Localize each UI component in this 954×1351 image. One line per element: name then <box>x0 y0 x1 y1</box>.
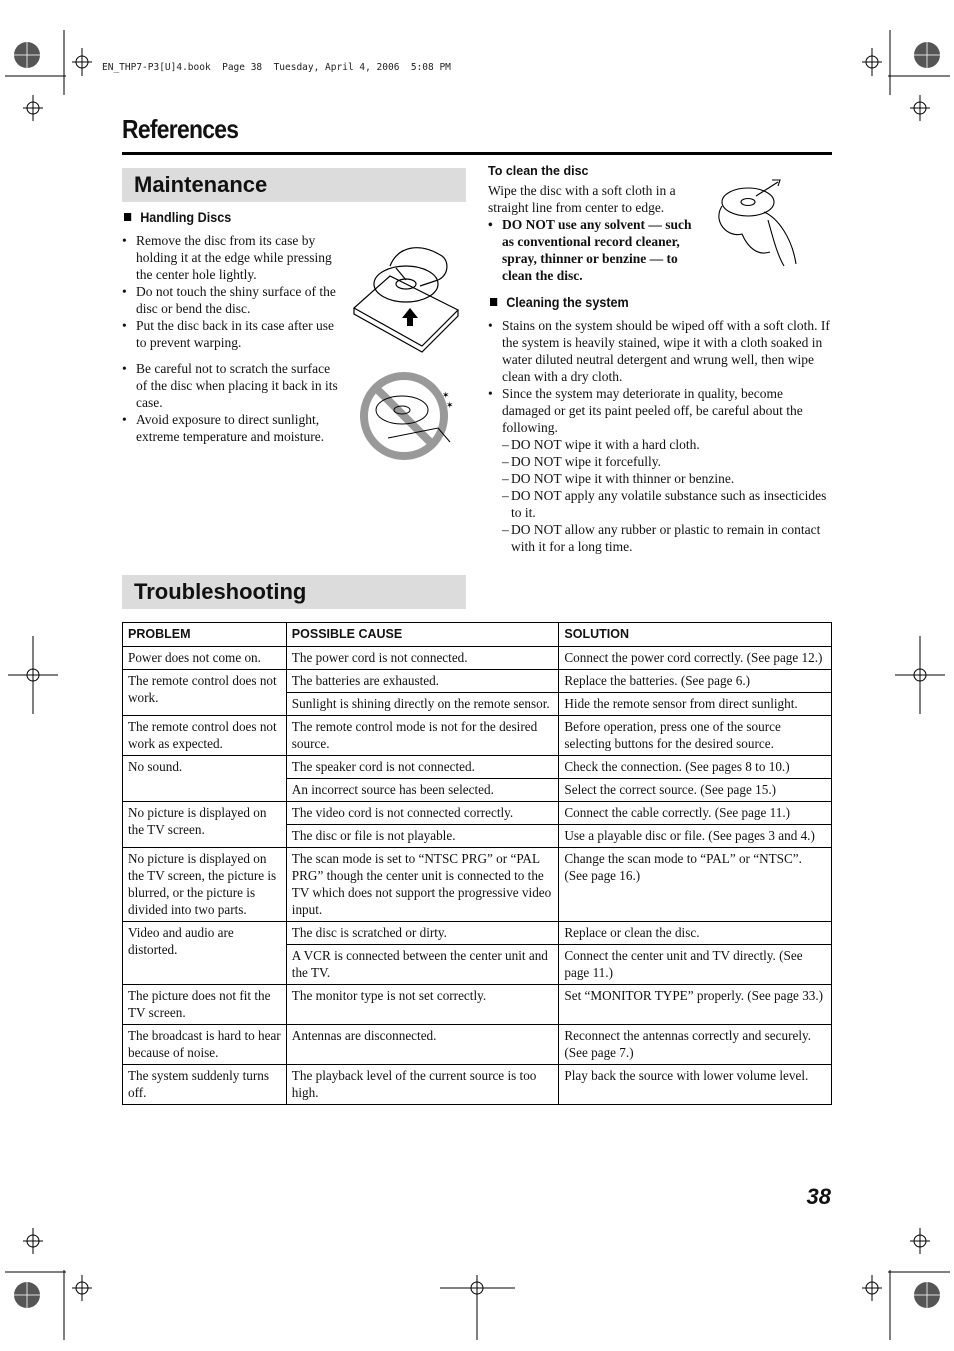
clean-disc-heading: To clean the disc <box>488 164 589 178</box>
disc-wiping-illustration <box>708 172 802 270</box>
problem-cell: Power does not come on. <box>123 647 287 670</box>
dash-item: – DO NOT wipe it with thinner or benzine. <box>502 470 832 487</box>
dash-item: – DO NOT wipe it with a hard cloth. <box>502 436 832 453</box>
handling-discs-subheading <box>124 209 231 225</box>
solution-cell: Use a playable disc or file. (See pages 3 and 4.) <box>559 825 832 848</box>
disc-handling-illustration <box>350 236 462 358</box>
square-bullet-icon <box>490 298 497 306</box>
solution-cell: Reconnect the antennas correctly and securely. (See page 7.) <box>559 1025 832 1065</box>
cause-cell: The playback level of the current source is too high. <box>286 1065 559 1105</box>
problem-cell: No picture is displayed on the TV screen. <box>123 802 287 848</box>
list-item <box>488 385 832 555</box>
clean-disc-warning <box>488 216 700 284</box>
problem-cell: The remote control does not work as expected. <box>123 716 287 756</box>
solution-cell: Hide the remote sensor from direct sunlight. <box>559 693 832 716</box>
cause-cell: The power cord is not connected. <box>286 647 559 670</box>
cause-cell: The scan mode is set to “NTSC PRG” or “PAL PRG” though the center unit is connected to the TV which does not support the progressive video input. <box>286 848 559 922</box>
column-header-problem: PROBLEM <box>123 623 287 647</box>
cleaning-system-label: Cleaning the system <box>506 294 629 310</box>
dash-item: – DO NOT wipe it forcefully. <box>502 453 832 470</box>
table-row <box>123 1025 832 1065</box>
cause-cell: Antennas are disconnected. <box>286 1025 559 1065</box>
cause-cell: The disc is scratched or dirty. <box>286 922 559 945</box>
cause-cell: A VCR is connected between the center unit and the TV. <box>286 945 559 985</box>
solution-cell: Play back the source with lower volume level. <box>559 1065 832 1105</box>
troubleshooting-table <box>122 622 832 1105</box>
page-title: References <box>122 114 239 144</box>
cleaning-system-subheading <box>490 294 629 310</box>
column-header-solution: SOLUTION <box>559 623 832 647</box>
table-row <box>123 647 832 670</box>
list-item: • Do not touch the shiny surface of the disc or bend the disc. <box>122 283 342 317</box>
problem-cell: Video and audio are distorted. <box>123 922 287 985</box>
table-row <box>123 716 832 756</box>
table-row <box>123 756 832 779</box>
handling-discs-label: Handling Discs <box>140 209 232 225</box>
table-row <box>123 802 832 825</box>
cause-cell: Sunlight is shining directly on the remote sensor. <box>286 693 559 716</box>
table-header-row <box>123 623 832 647</box>
solution-cell: Check the connection. (See pages 8 to 10.) <box>559 756 832 779</box>
problem-cell: The remote control does not work. <box>123 670 287 716</box>
file-header: EN_THP7-P3[U]4.book Page 38 Tuesday, April 4, 2006 5:08 PM <box>102 62 451 73</box>
solution-cell: Select the correct source. (See page 15.) <box>559 779 832 802</box>
handling-bullets-b <box>122 360 342 445</box>
problem-cell: The system suddenly turns off. <box>123 1065 287 1105</box>
problem-cell: No sound. <box>123 756 287 802</box>
cause-cell: The remote control mode is not for the desired source. <box>286 716 559 756</box>
problem-cell: The broadcast is hard to hear because of noise. <box>123 1025 287 1065</box>
solution-cell: Connect the power cord correctly. (See page 12.) <box>559 647 832 670</box>
solution-cell: Before operation, press one of the source selecting buttons for the desired source. <box>559 716 832 756</box>
page-number: 38 <box>806 1184 831 1209</box>
cause-cell: The batteries are exhausted. <box>286 670 559 693</box>
list-item: • DO NOT use any solvent — such as conventional record cleaner, spray, thinner or benzine — to clean the disc. <box>488 216 700 284</box>
cause-cell: An incorrect source has been selected. <box>286 779 559 802</box>
cause-cell: The video cord is not connected correctly. <box>286 802 559 825</box>
list-item: • Stains on the system should be wiped off with a soft cloth. If the system is heavily stained, wipe it with a cloth soaked in water diluted neutral detergent and wrung well, then wipe clean with a dry cloth. <box>488 317 832 385</box>
dash-item: – DO NOT apply any volatile substance such as insecticides to it. <box>502 487 832 521</box>
svg-text:✶: ✶ <box>446 401 454 411</box>
list-item: • Avoid exposure to direct sunlight, extreme temperature and moisture. <box>122 411 342 445</box>
dash-item: – DO NOT allow any rubber or plastic to remain in contact with it for a long time. <box>502 521 832 555</box>
solution-cell: Set “MONITOR TYPE” properly. (See page 33.) <box>559 985 832 1025</box>
solution-cell: Replace the batteries. (See page 6.) <box>559 670 832 693</box>
table-row <box>123 922 832 945</box>
table-row <box>123 985 832 1025</box>
list-item: • Remove the disc from its case by holding it at the edge while pressing the center hole lightly. <box>122 232 342 283</box>
solution-cell: Connect the cable correctly. (See page 11.) <box>559 802 832 825</box>
table-row <box>123 670 832 693</box>
handling-bullets-a <box>122 232 342 351</box>
cause-cell: The monitor type is not set correctly. <box>286 985 559 1025</box>
maintenance-heading: Maintenance <box>122 168 466 202</box>
cause-cell: The disc or file is not playable. <box>286 825 559 848</box>
svg-text:✶: ✶ <box>442 391 450 401</box>
cleaning-system-body <box>488 317 832 555</box>
square-bullet-icon <box>124 213 131 221</box>
table-row <box>123 1065 832 1105</box>
problem-cell: The picture does not fit the TV screen. <box>123 985 287 1025</box>
table-row <box>123 848 832 922</box>
table-body <box>123 647 832 1105</box>
solution-cell: Change the scan mode to “PAL” or “NTSC”. (See page 16.) <box>559 848 832 922</box>
list-item-text: Since the system may deteriorate in quality, become damaged or get its paint peeled off, be careful about the following. <box>502 386 803 435</box>
solution-cell: Connect the center unit and TV directly. (See page 11.) <box>559 945 832 985</box>
column-header-cause: POSSIBLE CAUSE <box>286 623 559 647</box>
list-item: • Be careful not to scratch the surface of the disc when placing it back in its case. <box>122 360 342 411</box>
clean-disc-text: Wipe the disc with a soft cloth in a straight line from center to edge. <box>488 183 676 215</box>
solution-cell: Replace or clean the disc. <box>559 922 832 945</box>
prohibited-illustration <box>358 368 458 464</box>
title-rule <box>122 152 832 155</box>
cause-cell: The speaker cord is not connected. <box>286 756 559 779</box>
problem-cell: No picture is displayed on the TV screen, the picture is blurred, or the picture is divided into two parts. <box>123 848 287 922</box>
troubleshooting-heading: Troubleshooting <box>122 575 466 609</box>
list-item: • Put the disc back in its case after use to prevent warping. <box>122 317 342 351</box>
